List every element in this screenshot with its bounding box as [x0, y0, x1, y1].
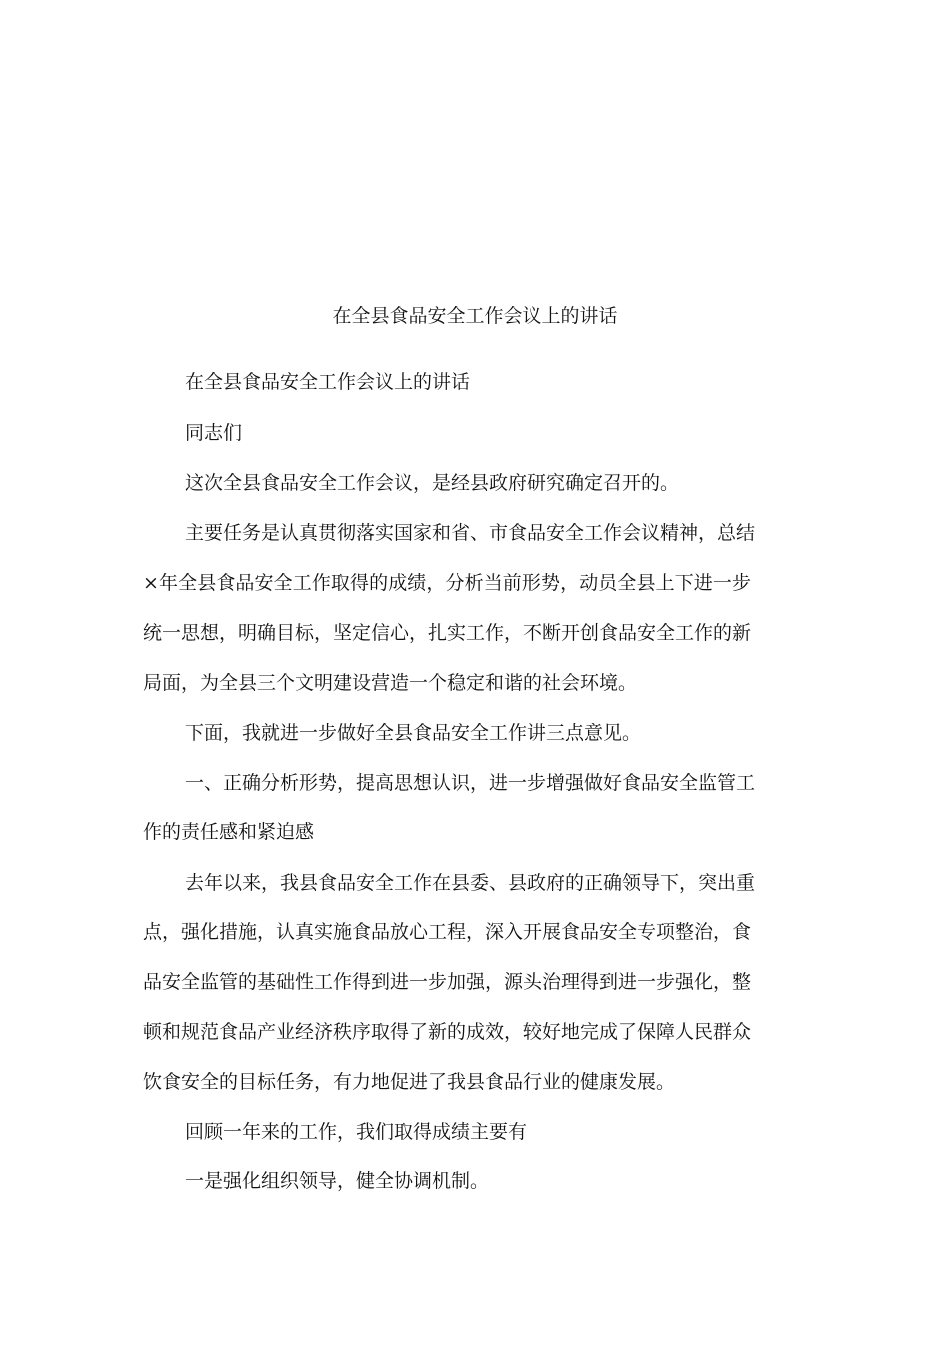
text-line: 下面，我就进一步做好全县食品安全工作讲三点意见。 — [185, 722, 642, 744]
section-heading-line: 作的责任感和紧迫感 — [143, 821, 315, 843]
text-line: ×年全县食品安全工作取得的成绩，分析当前形势，动员全县上下进一步 — [143, 572, 751, 594]
text-line: 饮食安全的目标任务，有力地促进了我县食品行业的健康发展。 — [143, 1071, 676, 1093]
text-line: 这次全县食品安全工作会议，是经县政府研究确定召开的。 — [185, 472, 680, 494]
text-line: 顿和规范食品产业经济秩序取得了新的成效，较好地完成了保障人民群众 — [143, 1021, 752, 1043]
text-line: 点，强化措施，认真实施食品放心工程，深入开展食品安全专项整治，食 — [143, 921, 752, 943]
text-line: 去年以来，我县食品安全工作在县委、县政府的正确领导下，突出重 — [185, 872, 756, 894]
section-heading-line: 一、正确分析形势，提高思想认识，进一步增强做好食品安全监管工 — [185, 772, 756, 794]
text-line: 统一思想，明确目标，坚定信心，扎实工作，不断开创食品安全工作的新 — [143, 622, 752, 644]
text-line: 局面，为全县三个文明建设营造一个稳定和谐的社会环境。 — [143, 672, 638, 694]
text-line: 一是强化组织领导，健全协调机制。 — [185, 1170, 490, 1192]
text-line: 品安全监管的基础性工作得到进一步加强，源头治理得到进一步强化，整 — [143, 971, 752, 993]
text-line: 在全县食品安全工作会议上的讲话 — [185, 371, 471, 393]
text-line: 主要任务是认真贯彻落实国家和省、市食品安全工作会议精神，总结 — [185, 522, 756, 544]
text-line: 回顾一年来的工作，我们取得成绩主要有 — [185, 1121, 528, 1143]
text-line: 同志们 — [185, 422, 243, 444]
document-title: 在全县食品安全工作会议上的讲话 — [332, 305, 618, 327]
